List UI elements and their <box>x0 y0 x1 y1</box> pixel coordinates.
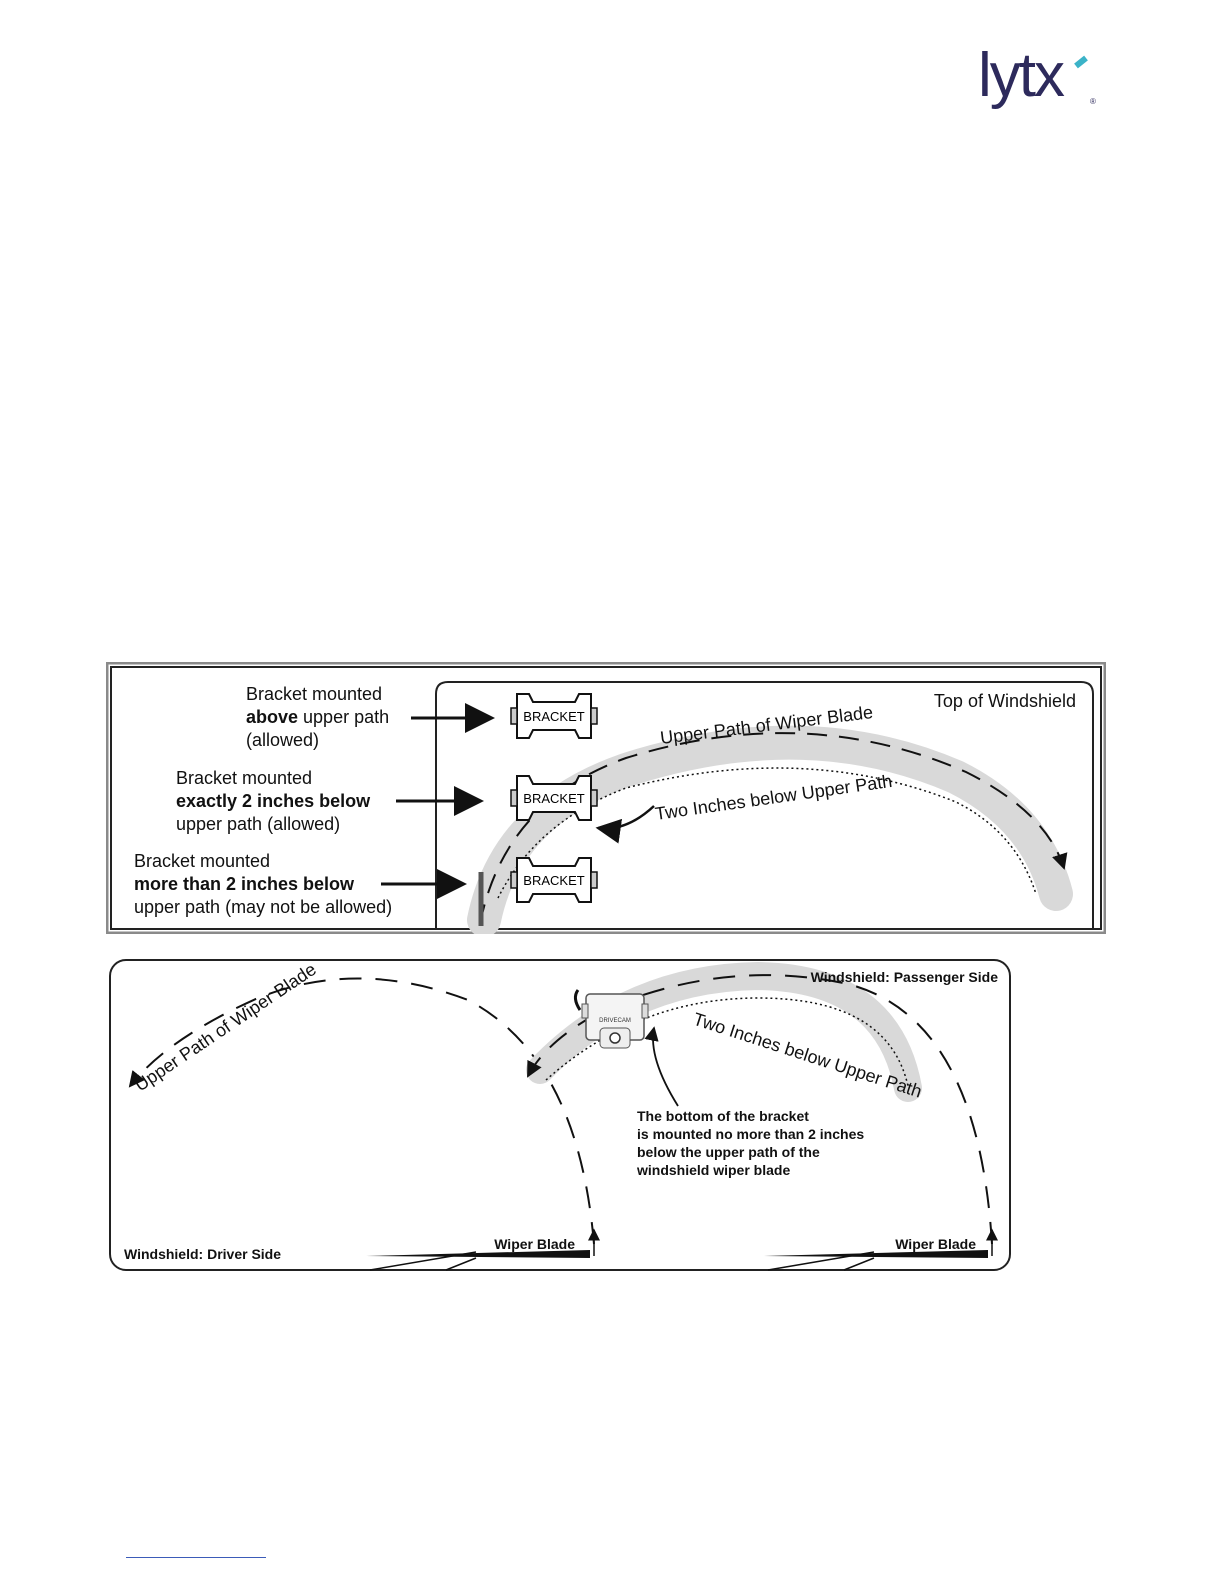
driver-path-label: Upper Path of Wiper Blade <box>131 958 320 1096</box>
svg-text:more than 2 inches below: more than 2 inches below <box>134 874 355 894</box>
bracket-mounting-diagram <box>106 662 1106 934</box>
bracket-label-1: BRACKET <box>523 709 585 724</box>
top-of-windshield-label: Top of Windshield <box>933 691 1076 711</box>
svg-text:below the upper path of the: below the upper path of the <box>637 1144 820 1160</box>
passenger-side-label: Windshield: Passenger Side <box>810 969 998 985</box>
bracket-label-2: BRACKET <box>523 791 585 806</box>
wiper-blade-label-left: Wiper Blade <box>494 1236 575 1252</box>
svg-text:upper path (may not be allowed: upper path (may not be allowed) <box>134 897 393 917</box>
svg-text:exactly 2 inches below: exactly 2 inches below <box>176 791 371 811</box>
logo-text: lytx <box>978 41 1063 110</box>
two-inch-label: Two Inches below Upper Path <box>653 770 894 824</box>
svg-text:Bracket mounted: Bracket mounted <box>246 684 383 704</box>
driver-side-label: Windshield: Driver Side <box>124 1246 282 1262</box>
bracket-label-3: BRACKET <box>523 873 585 888</box>
windshield-wiper-path-diagram <box>108 958 1014 1274</box>
svg-text:above upper path: above upper path <box>246 707 390 727</box>
logo-registered-mark: ® <box>1090 97 1096 106</box>
upper-path-label: Upper Path of Wiper Blade <box>659 702 875 748</box>
passenger-two-inch-label: Two Inches below Upper Path <box>690 1008 925 1102</box>
footnote-separator <box>126 1557 266 1558</box>
svg-text:is mounted no more than 2 inch: is mounted no more than 2 inches <box>637 1126 865 1142</box>
lytx-logo <box>978 40 1108 120</box>
svg-text:Bracket mounted: Bracket mounted <box>176 768 313 788</box>
svg-text:upper path (allowed): upper path (allowed) <box>176 814 341 834</box>
svg-text:Bracket mounted: Bracket mounted <box>134 851 271 871</box>
device-label: DRIVECAM <box>599 1018 631 1024</box>
logo-accent-mark <box>1076 58 1086 66</box>
svg-text:(allowed): (allowed) <box>246 730 320 750</box>
svg-text:windshield wiper blade: windshield wiper blade <box>637 1162 791 1178</box>
wiper-blade-label-right: Wiper Blade <box>895 1236 976 1252</box>
svg-text:The bottom of the bracket: The bottom of the bracket <box>637 1108 809 1124</box>
